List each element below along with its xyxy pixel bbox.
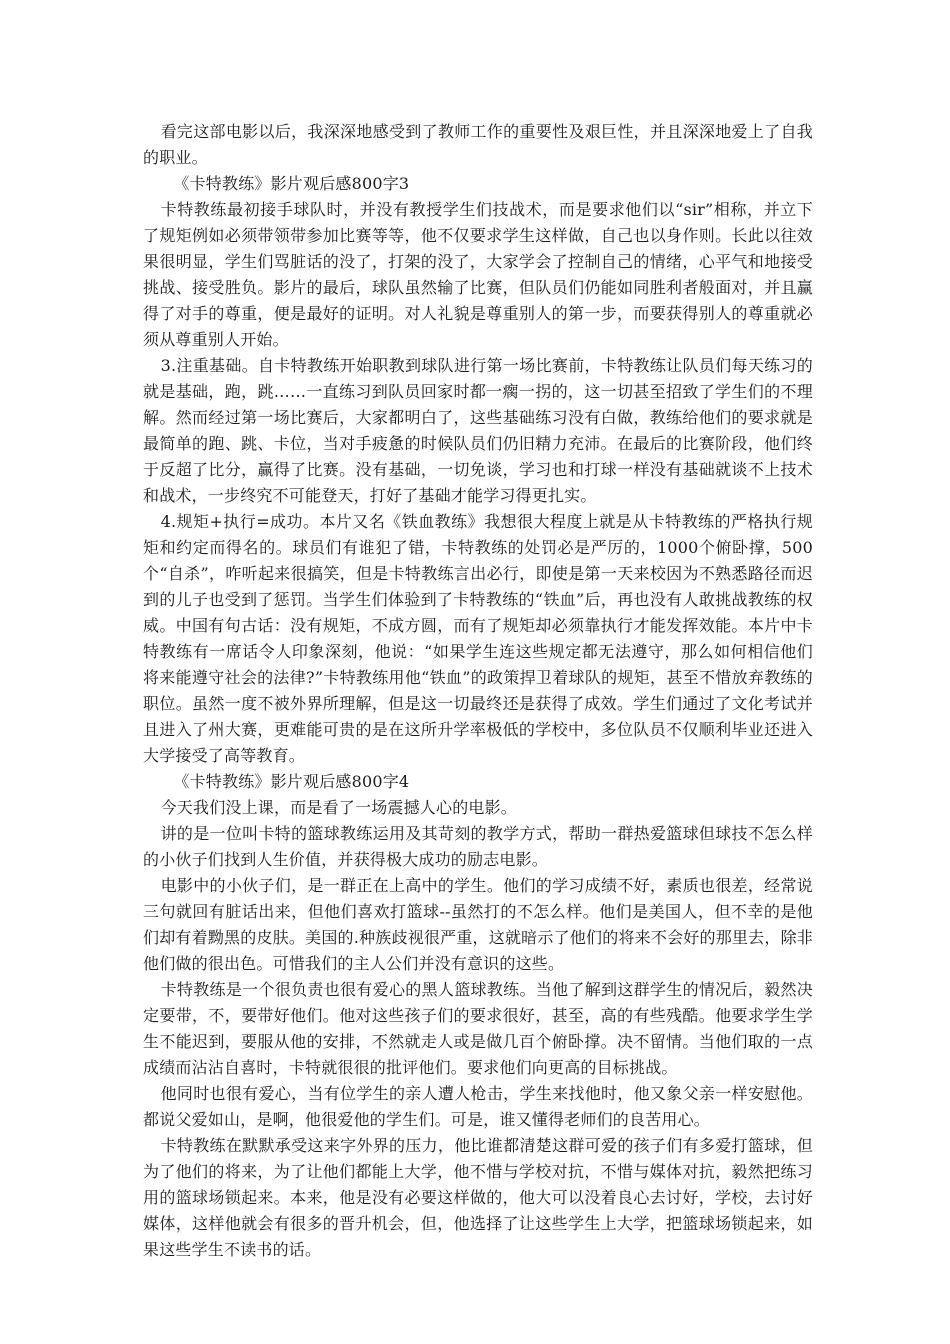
paragraph: 他同时也很有爱心，当有位学生的亲人遭人枪击，学生来找他时，他又象父亲一样安慰他。都说父爱如山，是啊，他很爱他的学生们。可是，谁又懂得老师们的良苦用心。 [143, 1084, 813, 1129]
paragraph: 3.注重基础。自卡特教练开始职教到球队进行第一场比赛前，卡特教练让队员们每天练习的就是基础，跑，跳……一直练习到队员回家时都一瘸一拐的，这一切甚至招致了学生们的不理解。然而经过第一场比赛后，大家都明白了，这些基础练习没有白做，教练给他们的要求就是最简单的跑、跳、卡位，当对手疲惫的时候队员们仍旧精力充沛。在最后的比赛阶段，他们终于反超了比分，赢得了比赛。没有基础，一切免谈，学习也和打球一样没有基础就谈不上技术和战术，一步终究不可能登天，打好了基础才能学习得更扎实。 [143, 356, 813, 505]
paragraph: 4.规矩+执行=成功。本片又名《铁血教练》我想很大程度上就是从卡特教练的严格执行规矩和约定而得名的。球员们有谁犯了错，卡特教练的处罚必是严厉的，1000个俯卧撑，500个“自杀”，咋听起来很搞笑，但是卡特教练言出必行，即使是第一天来校因为不熟悉路径而迟到的儿子也受到了惩罚。当学生们体验到了卡特教练的“铁血”后，再也没有人敢挑战教练的权威。中国有句古话：没有规矩，不成方圆，而有了规矩却必须靠执行才能发挥效能。本片中卡特教练有一席话令人印象深刻，他说：“如果学生连这些规定都无法遵守，那么如何相信他们将来能遵守社会的法律?”卡特教练用他“铁血”的政策捍卫着球队的规矩，甚至不惜放弃教练的职位。虽然一度不被外界所理解，但是这一切最终还是获得了成效。学生们通过了文化考试并且进入了州大赛，更难能可贵的是在这所升学率极低的学校中，多位队员不仅顺利毕业还进入大学接受了高等教育。 [143, 512, 813, 765]
paragraph: 卡特教练是一个很负责也很有爱心的黑人篮球教练。当他了解到这群学生的情况后，毅然决定要带，不，要带好他们。他对这些孩子们的要求很好，甚至，高的有些残酷。他要求学生学生不能迟到，要服从他的安排，不然就走人或是做几百个俯卧撑。决不留情。当他们取的一点成绩而沾沾自喜时，卡特就很很的批评他们。要求他们向更高的目标挑战。 [143, 980, 813, 1077]
paragraph: 卡特教练在默默承受这来字外界的压力，他比谁都清楚这群可爱的孩子们有多爱打篮球，但为了他们的将来，为了让他们都能上大学，他不惜与学校对抗，不惜与媒体对抗，毅然把练习用的篮球场锁起来。本来，他是没有必要这样做的，他大可以没着良心去讨好，学校，去讨好媒体，这样他就会有很多的晋升机会，但，他选择了让这些学生上大学，把篮球场锁起来，如果这些学生不读书的话。 [143, 1136, 813, 1259]
paragraph: 讲的是一位叫卡特的篮球教练运用及其苛刻的教学方式，帮助一群热爱篮球但球技不怎么样的小伙子们找到人生价值，并获得极大成功的励志电影。 [143, 824, 813, 869]
paragraph: 电影中的小伙子们，是一群正在上高中的学生。他们的学习成绩不好，素质也很差，经常说三句就回有脏话出来，但他们喜欢打篮球--虽然打的不怎么样。他们是美国人，但不幸的是他们却有着黝黑的皮肤。美国的.种族歧视很严重，这就暗示了他们的将来不会好的那里去，除非他们做的很出色。可惜我们的主人公们并没有意识的这些。 [143, 876, 813, 973]
paragraph: 看完这部电影以后，我深深地感受到了教师工作的重要性及艰巨性，并且深深地爱上了自我的职业。 [143, 122, 813, 167]
paragraph: 今天我们没上课，而是看了一场震撼人心的电影。 [160, 798, 517, 817]
section-heading: 《卡特教练》影片观后感800字4 [173, 772, 410, 791]
paragraph: 卡特教练最初接手球队时，并没有教授学生们技战术，而是要求他们以“sir”相称，并立下了规矩例如必须带领带参加比赛等等，他不仅要求学生这样做，自己也以身作则。长此以往效果很明显，学生们骂脏话的没了，打架的没了，大家学会了控制自己的情绪，心平气和地接受挑战、接受胜负。影片的最后，球队虽然输了比赛，但队员们仍能如同胜利者般面对，并且赢得了对手的尊重，便是最好的证明。对人礼貌是尊重别人的第一步，而要获得别人的尊重就必须从尊重别人开始。 [143, 200, 813, 349]
section-heading: 《卡特教练》影片观后感800字3 [173, 174, 410, 193]
document-body [143, 119, 813, 1263]
